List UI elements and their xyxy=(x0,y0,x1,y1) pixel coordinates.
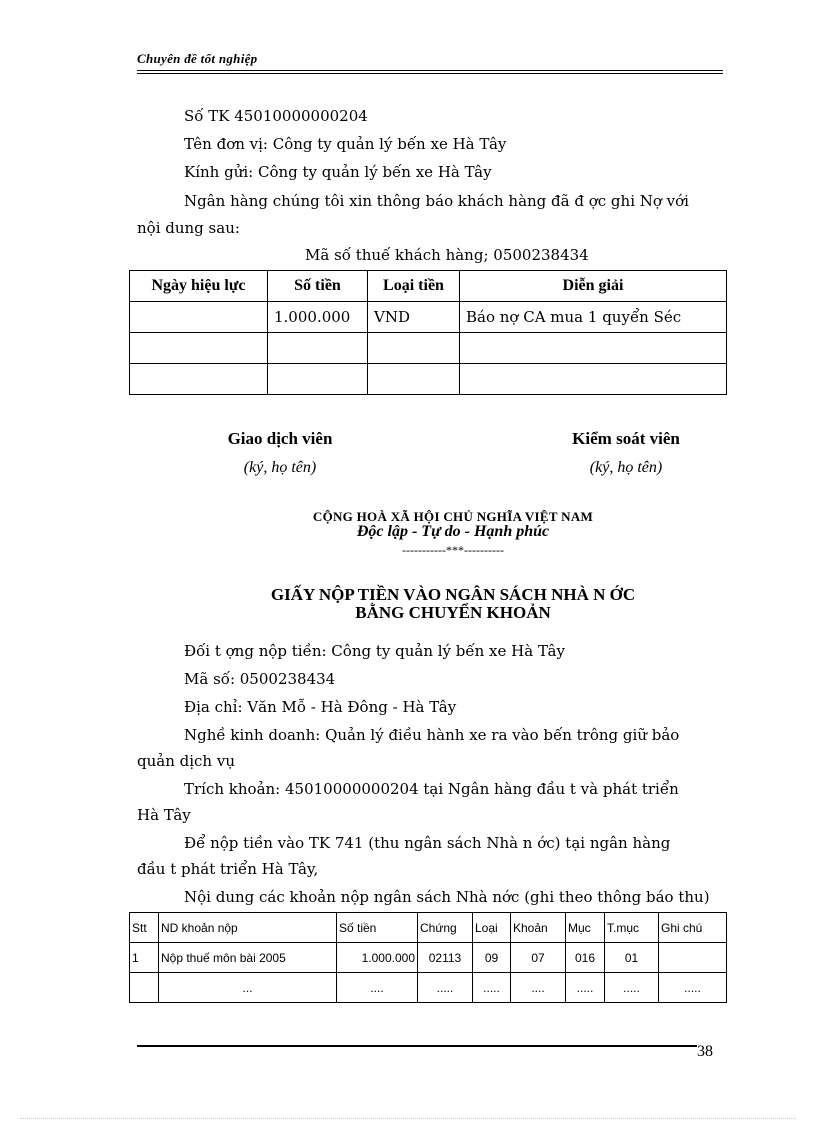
table-cell: 07 xyxy=(511,943,566,973)
national-motto: Độc lập - Tự do - Hạnh phúc xyxy=(356,523,550,540)
controller-signature-title: Kiểm soát viên xyxy=(572,429,680,448)
column-header: Diễn giải xyxy=(460,271,727,302)
content-line: Nội dung các khoản nộp ngân sách Nhà nớc (ghi theo thông báo thu) xyxy=(184,888,710,906)
table-cell: 1.000.000 xyxy=(337,943,418,973)
header-rule xyxy=(137,70,723,71)
column-header: Stt xyxy=(130,913,159,943)
separator-stars: -----------***---------- xyxy=(402,543,504,557)
column-header: T.mục xyxy=(605,913,659,943)
form-title-line2: BẰNG CHUYỂN KHOẢN xyxy=(355,603,551,622)
payment-table xyxy=(129,912,727,1003)
table-cell: ... xyxy=(159,973,337,1003)
table-cell: Nộp thuế môn bài 2005 xyxy=(159,943,337,973)
column-header: Mục xyxy=(566,913,605,943)
table-cell: ..... xyxy=(605,973,659,1003)
column-header: Chứng xyxy=(418,913,473,943)
page-bottom-border xyxy=(20,1118,796,1119)
table-cell: VND xyxy=(368,302,460,333)
deposit-line2: đầu t phát triển Hà Tây, xyxy=(137,860,319,878)
column-header: ND khoản nộp xyxy=(159,913,337,943)
table-header-row xyxy=(130,913,727,943)
tax-code-line: Mã số: 0500238434 xyxy=(184,670,336,688)
table-cell xyxy=(460,364,727,395)
table-cell: ..... xyxy=(418,973,473,1003)
page-header-title: Chuyên đề tốt nghiệp xyxy=(137,51,258,66)
national-title: CỘNG HOÀ XÃ HỘI CHỦ NGHĨA VIỆT NAM xyxy=(312,509,594,524)
payer-line: Đối t ợng nộp tiền: Công ty quản lý bến xe Hà Tây xyxy=(184,642,565,660)
page-number: 38 xyxy=(697,1043,713,1060)
column-header: Loại xyxy=(473,913,511,943)
table-cell: .... xyxy=(511,973,566,1003)
table-cell: 02113 xyxy=(418,943,473,973)
table-row xyxy=(130,302,727,333)
footer-rule xyxy=(137,1045,697,1047)
table-cell xyxy=(659,943,727,973)
table-cell: 1 xyxy=(130,943,159,973)
addressee: Kính gửi: Công ty quản lý bến xe Hà Tây xyxy=(184,163,492,181)
form-title-line1: GIẤY NỘP TIỀN VÀO NGÂN SÁCH NHÀ N ỚC xyxy=(270,585,636,604)
teller-signature-note: (ký, họ tên) xyxy=(243,459,317,476)
controller-signature-note: (ký, họ tên) xyxy=(589,459,663,476)
debit-line1: Trích khoản: 45010000000204 tại Ngân hàng đầu t và phát triển xyxy=(184,780,679,798)
header-rule-second xyxy=(137,73,723,74)
table-cell: ..... xyxy=(473,973,511,1003)
teller-signature-title: Giao dịch viên xyxy=(227,429,333,448)
business-line1: Nghề kinh doanh: Quản lý điều hành xe ra vào bến trông giữ bảo xyxy=(184,726,680,744)
table-cell: ..... xyxy=(659,973,727,1003)
table-row xyxy=(130,943,727,973)
deposit-line1: Để nộp tiền vào TK 741 (thu ngân sách Nhà n ớc) tại ngân hàng xyxy=(184,834,671,852)
table-row xyxy=(130,973,727,1003)
table-cell: 1.000.000 xyxy=(268,302,368,333)
table-cell xyxy=(268,364,368,395)
table-cell xyxy=(368,333,460,364)
table-cell xyxy=(130,973,159,1003)
unit-name: Tên đơn vị: Công ty quản lý bến xe Hà Tây xyxy=(184,135,507,153)
table-cell: 09 xyxy=(473,943,511,973)
table-cell xyxy=(130,333,268,364)
column-header: Số tiền xyxy=(268,271,368,302)
column-header: Loại tiền xyxy=(368,271,460,302)
table-cell xyxy=(130,302,268,333)
table-cell xyxy=(460,333,727,364)
table-row xyxy=(130,333,727,364)
column-header: Ngày hiệu lực xyxy=(130,271,268,302)
debit-line2: Hà Tây xyxy=(137,806,191,824)
table-row xyxy=(130,364,727,395)
customer-tax-code: Mã số thuế khách hàng; 0500238434 xyxy=(305,246,589,264)
table-cell: Báo nợ CA mua 1 quyển Séc xyxy=(460,302,727,333)
table-cell: .... xyxy=(337,973,418,1003)
table-cell xyxy=(268,333,368,364)
table-header-row xyxy=(130,271,727,302)
table-cell xyxy=(368,364,460,395)
table-cell xyxy=(130,364,268,395)
notice-body-line2: nội dung sau: xyxy=(137,219,240,237)
table-cell: ..... xyxy=(566,973,605,1003)
table-cell: 01 xyxy=(605,943,659,973)
debit-notice-table xyxy=(129,270,727,395)
column-header: Số tiền xyxy=(337,913,418,943)
notice-body-line1: Ngân hàng chúng tôi xin thông báo khách hàng đã đ ợc ghi Nợ với xyxy=(184,192,689,210)
column-header: Khoản xyxy=(511,913,566,943)
table-cell: 016 xyxy=(566,943,605,973)
address-line: Địa chỉ: Văn Mỗ - Hà Đông - Hà Tây xyxy=(184,698,457,716)
business-line2: quản dịch vụ xyxy=(137,752,235,770)
column-header: Ghi chú xyxy=(659,913,727,943)
account-number: Số TK 45010000000204 xyxy=(184,107,368,125)
